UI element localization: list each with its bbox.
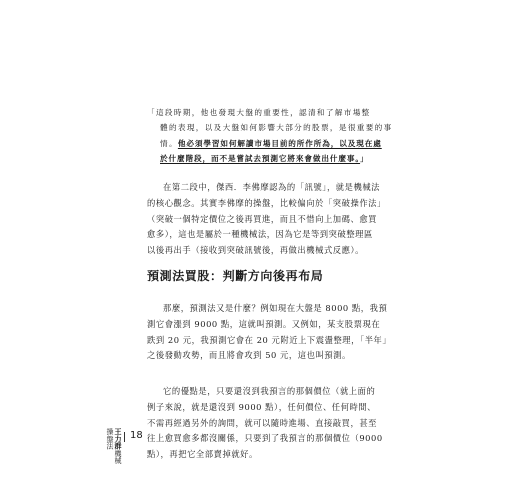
paragraph-3-line: 它的優點是，只要還沒到我預言的那個價位（就上面的 [163,386,376,396]
quote-line-3-emphasis: 他必須學習如何解讀市場目前的所作所為，以及現在處 [177,138,382,148]
footer-divider [124,432,125,442]
running-title [106,428,122,468]
paragraph-3 [147,384,393,463]
page-number: 18 [130,430,143,441]
quote-line-4 [147,151,390,166]
paragraph-1-line: （突破一個特定價位之後再買進，而且不惜向上加碼、愈買 [147,213,378,224]
paragraph-1-line: 以後再出手（接收到突破訊號後，再做出機械式反應）。 [147,245,365,256]
page-footer [106,428,143,468]
paragraph-3-line: 點），再把它全部賣掉就好。 [147,449,258,460]
paragraph-2-line: 測它會漲到 9000 點，這就叫預測。又例如，某支股票現在 [147,318,381,329]
paragraph-1-line: 在第二段中，傑西．李佛摩認為的「訊號」，就是機械法 [163,182,381,192]
paragraph-2-line: 之後發動攻勢，而且將會攻到 50 元，這也叫預測。 [147,350,351,361]
paragraph-1 [147,180,393,259]
paragraph-3-line: 往上愈買愈多都沒關係，只要到了我預言的那個價位（9000 [147,433,383,444]
quote-line-4-end: 」 [360,153,369,163]
paragraph-1-line: 的核心觀念。其實李佛摩的操盤，比較偏向於「突破操作法」 [147,197,386,208]
paragraph-2-line: 那麼，預測法又是什麼？例如現在大盤是 8000 點，我預 [163,303,388,313]
quote-line-2: 體的表現，以及大盤如何影響大部分的股票，是很重要的事 [160,123,393,133]
quote-line-3-normal: 情。 [160,138,178,148]
author-name: 王力群 [114,428,122,450]
paragraph-2 [147,301,393,364]
paragraph-2-line: 跌到 20 元，我預測它會在 20 元附近上下震盪整理，「半年」 [147,334,392,345]
book-subtitle: 機械操盤法 [106,428,122,465]
quote-block [147,105,393,166]
quote-line-3 [147,136,390,151]
paragraph-3-line: 不需再經過另外的詢問，就可以隨時進場、直接敲買，甚至 [147,417,378,428]
section-heading: 預測法買股：判斷方向後再布局 [147,269,324,283]
quote-line-1: 「這段時期，他也發現大盤的重要性，認清和了解市場整 [147,108,371,117]
quote-line-4-emphasis: 於什麼階段，而不是嘗試去預測它將來會做出什麼事。 [160,153,361,163]
paragraph-3-line: 例子來說，就是還沒到 9000 點），任何價位、任何時間、 [147,401,377,412]
paragraph-1-line: 愈多），這也是屬於一種機械法，因為它是等到突破整理區 [147,229,373,240]
